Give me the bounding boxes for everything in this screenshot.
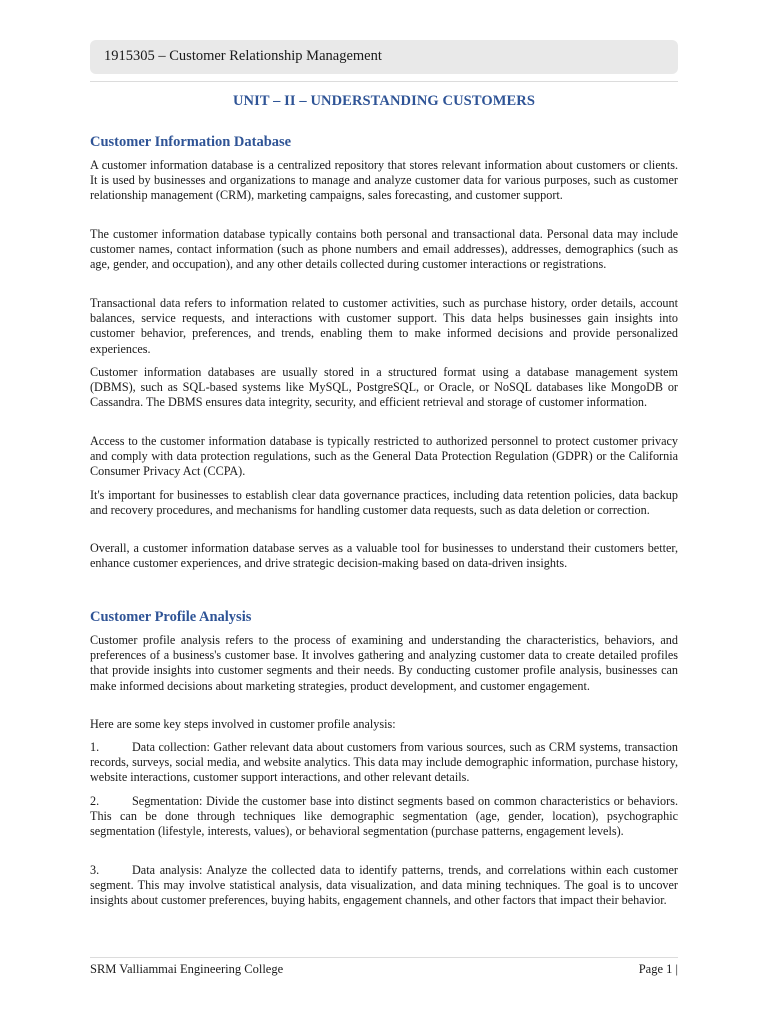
paragraph: A customer information database is a centralized repository that stores relevant information about customers or clients. It is used by businesses and organizations to manage and analyze customer data for various purposes, such as customer relationship management (CRM), marketing campaigns, sales forecasting, and customer support. (90, 158, 678, 203)
paragraph: Here are some key steps involved in customer profile analysis: (90, 717, 396, 731)
unit-title: UNIT – II – UNDERSTANDING CUSTOMERS (232, 93, 536, 109)
section-title-customer-information-database: Customer Information Database (90, 134, 292, 150)
list-item-text: Data analysis: Analyze the collected data to identify patterns, trends, and correlations within each customer segment. This may involve statistical analysis, data visualization, and data mining techniques. The goal is to uncover insights about customer preferences, buying habits, engagement channels, and other factors that impact their behavior. (90, 863, 678, 908)
paragraph: Customer information databases are usually stored in a structured format using a database management system (DBMS), such as SQL-based systems like MySQL, PostgreSQL, or Oracle, or NoSQL databases like MongoDB or Cassandra. The DBMS ensures data integrity, security, and efficient retrieval and storage of customer information. (90, 365, 678, 410)
list-item-text: Segmentation: Divide the customer base into distinct segments based on common characteristics or behaviors. This can be done through techniques like demographic segmentation (age, gender, location), psychographic segmentation (lifestyle, interests, values), or behavioral segmentation (purchase patterns, engagement levels). (90, 794, 678, 839)
paragraph: Transactional data refers to information related to customer activities, such as purchase history, order details, account balances, service requests, and interactions with customer support. This data helps businesses gain insights into customer behavior, preferences, and trends, enabling them to make informed decisions and provide personalized experiences. (90, 296, 678, 356)
list-number: 3. (90, 863, 100, 877)
paragraph: Overall, a customer information database serves as a valuable tool for businesses to understand their customers better, enhance customer experiences, and drive strategic decision-making based on data-driven insights. (90, 541, 678, 571)
list-item-text: Data collection: Gather relevant data about customers from various sources, such as CRM systems, transaction records, surveys, social media, and website analytics. This data may include demographic information, purchase history, website interactions, customer support interactions, and other relevant details. (90, 740, 678, 785)
page-header (90, 40, 678, 74)
paragraph: Access to the customer information database is typically restricted to authorized personnel to protect customer privacy and comply with data protection regulations, such as the General Data Protection Regulation (GDPR) or the California Consumer Privacy Act (CCPA). (90, 434, 678, 479)
footer-divider (90, 957, 678, 958)
footer-page-number: Page 1 | (638, 962, 678, 976)
header-divider (90, 81, 678, 82)
footer-college: SRM Valliammai Engineering College (90, 962, 284, 976)
course-title: 1915305 – Customer Relationship Management (104, 48, 382, 64)
paragraph: Customer profile analysis refers to the process of examining and understanding the characteristics, behaviors, and preferences of a business's customer base. It involves gathering and analyzing customer data to create detailed profiles that provide insights into customer segments and their needs. By conducting customer profile analysis, businesses can make informed decisions about marketing strategies, product development, and customer engagement. (90, 633, 678, 693)
list-number: 1. (90, 740, 100, 754)
section-title-customer-profile-analysis: Customer Profile Analysis (90, 609, 252, 625)
paragraph: It's important for businesses to establish clear data governance practices, including data retention policies, data backup and recovery procedures, and mechanisms for handling customer data requests, such as data deletion or correction. (90, 488, 678, 518)
list-item-step-2 (90, 794, 678, 840)
paragraph: The customer information database typically contains both personal and transactional data. Personal data may include customer names, contact information (such as phone numbers and email addresses), addresses, demographics (such as age, gender, and occupation), and any other details collected during customer interactions or registrations. (90, 227, 678, 272)
list-number: 2. (90, 794, 100, 808)
list-item-step-1 (90, 740, 678, 786)
list-item-step-3 (90, 863, 678, 909)
